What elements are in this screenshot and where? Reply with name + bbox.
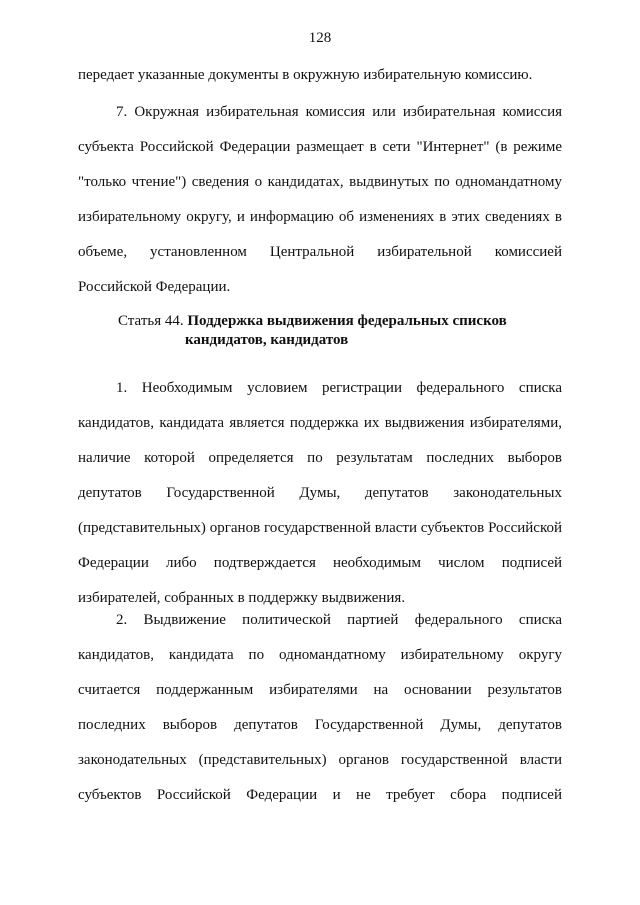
paragraph-text: 7. Окружная избирательная комиссия или избирательная комиссия субъекта Российской Федерации размещает в сети "Интернет" (в режиме "только чтение") сведения о кандидатах, выдвинутых по одномандатному избирательному округу, и информацию об изменениях в этих сведениях в объеме, установленном Центральной избирательной комиссией Российской Федерации. [78, 104, 562, 295]
article-heading [118, 312, 558, 350]
paragraph-text: передает указанные документы в окружную избирательную комиссию. [78, 67, 533, 83]
paragraph-text: 2. Выдвижение политической партией федерального списка кандидатов, кандидата по одномандатному избирательному округу считается поддержанным избирателями на основании результатов последних выборов депутатов Государственной Думы, депутатов законодательных (представительных) органов государственной власти субъектов Российской Федерации и не требует сбора подписей [78, 612, 562, 803]
paragraph-item-7 [78, 95, 562, 305]
article-title-line2: кандидатов, кандидатов [185, 332, 349, 348]
paragraph-text: 1. Необходимым условием регистрации федерального списка кандидатов, кандидата является поддержка их выдвижения избирателями, наличие которой определяется по результатам последних выборов депутатов Государственной Думы, депутатов законодательных (представительных) органов государственной власти субъектов Российской Федерации либо подтверждается необходимым числом подписей избирателей, собранных в поддержку выдвижения. [78, 380, 562, 606]
paragraph-continuation [78, 58, 562, 93]
article-number: Статья 44. [118, 313, 184, 329]
paragraph-item-1 [78, 371, 562, 616]
paragraph-item-2 [78, 603, 562, 813]
article-title-line1: Поддержка выдвижения федеральных списков [187, 313, 507, 329]
page-number: 128 [308, 30, 332, 46]
